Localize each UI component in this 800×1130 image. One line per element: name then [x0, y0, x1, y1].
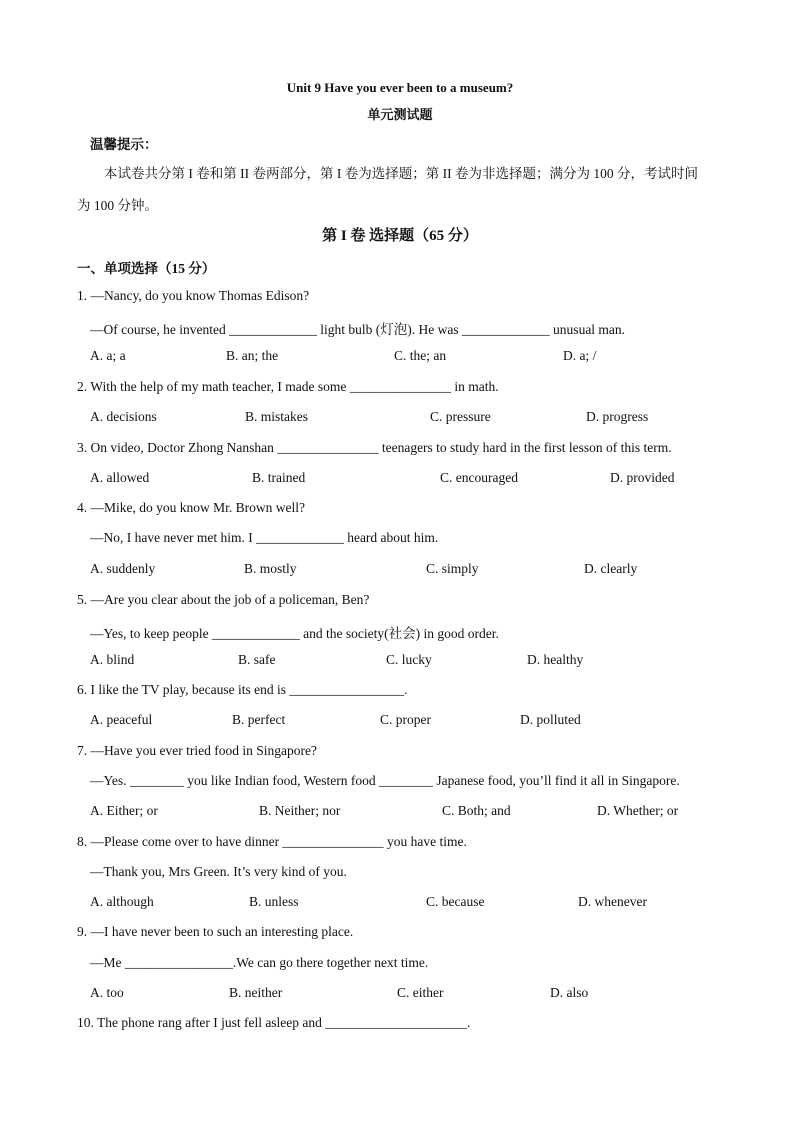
question-10-line-1: 10. The phone rang after I just fell asleep and _____________________.	[77, 1015, 471, 1030]
question-1-option-c[interactable]: C. the; an	[394, 348, 447, 363]
question-7-option-c[interactable]: C. Both; and	[442, 803, 511, 818]
question-5-option-d[interactable]: D. healthy	[527, 652, 584, 667]
question-9-option-c[interactable]: C. either	[397, 985, 444, 1000]
question-1-option-b[interactable]: B. an; the	[226, 348, 279, 363]
question-4-option-c[interactable]: C. simply	[426, 561, 479, 576]
question-3-option-b[interactable]: B. trained	[252, 470, 306, 485]
question-6-option-b[interactable]: B. perfect	[232, 712, 286, 727]
question-7-option-b[interactable]: B. Neither; nor	[259, 803, 341, 818]
question-4-option-b[interactable]: B. mostly	[244, 561, 297, 576]
question-5-line-2: —Yes, to keep people _____________ and the society(社会) in good order.	[90, 626, 499, 641]
document-title: Unit 9 Have you ever been to a museum?	[286, 80, 514, 95]
question-8-line-1: 8. —Please come over to have dinner _______________ you have time.	[77, 834, 467, 849]
question-9-line-2: —Me ________________.We can go there together next time.	[90, 955, 429, 970]
question-5-line-1: 5. —Are you clear about the job of a policeman, Ben?	[77, 592, 370, 607]
question-9-option-b[interactable]: B. neither	[229, 985, 283, 1000]
question-6-option-d[interactable]: D. polluted	[520, 712, 581, 727]
question-1-line-2: —Of course, he invented _____________ light bulb (灯泡). He was _____________ unusual man.	[90, 322, 626, 337]
question-5-option-b[interactable]: B. safe	[238, 652, 276, 667]
question-8-option-d[interactable]: D. whenever	[578, 894, 647, 909]
question-7-option-d[interactable]: D. Whether; or	[597, 803, 679, 818]
question-4-line-1: 4. —Mike, do you know Mr. Brown well?	[77, 500, 305, 515]
question-8-option-a[interactable]: A. although	[90, 894, 154, 909]
question-7-line-1: 7. —Have you ever tried food in Singapore?	[77, 743, 317, 758]
question-1-line-1: 1. —Nancy, do you know Thomas Edison?	[77, 288, 310, 303]
question-8-line-2: —Thank you, Mrs Green. It’s very kind of you.	[90, 864, 347, 879]
question-1-option-d[interactable]: D. a; /	[563, 348, 597, 363]
question-2-option-d[interactable]: D. progress	[586, 409, 649, 424]
question-3-option-d[interactable]: D. provided	[610, 470, 675, 485]
question-3-line-1: 3. On video, Doctor Zhong Nanshan _______________ teenagers to study hard in the first lesson of this term.	[77, 440, 672, 455]
question-7-line-2: —Yes. ________ you like Indian food, Western food ________ Japanese food, you’ll find it all in Singapore.	[90, 773, 680, 788]
question-9-line-1: 9. —I have never been to such an interesting place.	[77, 924, 354, 939]
question-2-option-a[interactable]: A. decisions	[90, 409, 157, 424]
notice-line-1: 本试卷共分第 I 卷和第 II 卷两部分，第 I 卷为选择题；第 II 卷为非选择题；满分为 100 分，考试时间	[104, 166, 698, 181]
question-1-option-a[interactable]: A. a; a	[90, 348, 126, 363]
question-8-option-c[interactable]: C. because	[426, 894, 485, 909]
document-subtitle: 单元测试题	[367, 107, 433, 122]
notice-label: 温馨提示：	[90, 137, 158, 152]
question-2-option-c[interactable]: C. pressure	[430, 409, 491, 424]
question-2-line-1: 2. With the help of my math teacher, I made some _______________ in math.	[77, 379, 499, 394]
question-4-line-2: —No, I have never met him. I _____________ heard about him.	[90, 530, 439, 545]
question-5-option-c[interactable]: C. lucky	[386, 652, 432, 667]
question-9-option-a[interactable]: A. too	[90, 985, 124, 1000]
question-6-line-1: 6. I like the TV play, because its end is _________________.	[77, 682, 408, 697]
question-4-option-a[interactable]: A. suddenly	[90, 561, 156, 576]
question-9-option-d[interactable]: D. also	[550, 985, 589, 1000]
question-8-option-b[interactable]: B. unless	[249, 894, 299, 909]
question-6-option-c[interactable]: C. proper	[380, 712, 431, 727]
question-7-option-a[interactable]: A. Either; or	[90, 803, 158, 818]
question-2-option-b[interactable]: B. mistakes	[245, 409, 308, 424]
section-one-title: 一、单项选择（15 分）	[77, 261, 216, 276]
notice-line-2: 为 100 分钟。	[77, 198, 158, 213]
question-6-option-a[interactable]: A. peaceful	[90, 712, 153, 727]
question-3-option-a[interactable]: A. allowed	[90, 470, 150, 485]
question-4-option-d[interactable]: D. clearly	[584, 561, 638, 576]
part-one-title: 第 I 卷 选择题（65 分）	[322, 228, 478, 244]
question-3-option-c[interactable]: C. encouraged	[440, 470, 518, 485]
question-5-option-a[interactable]: A. blind	[90, 652, 135, 667]
